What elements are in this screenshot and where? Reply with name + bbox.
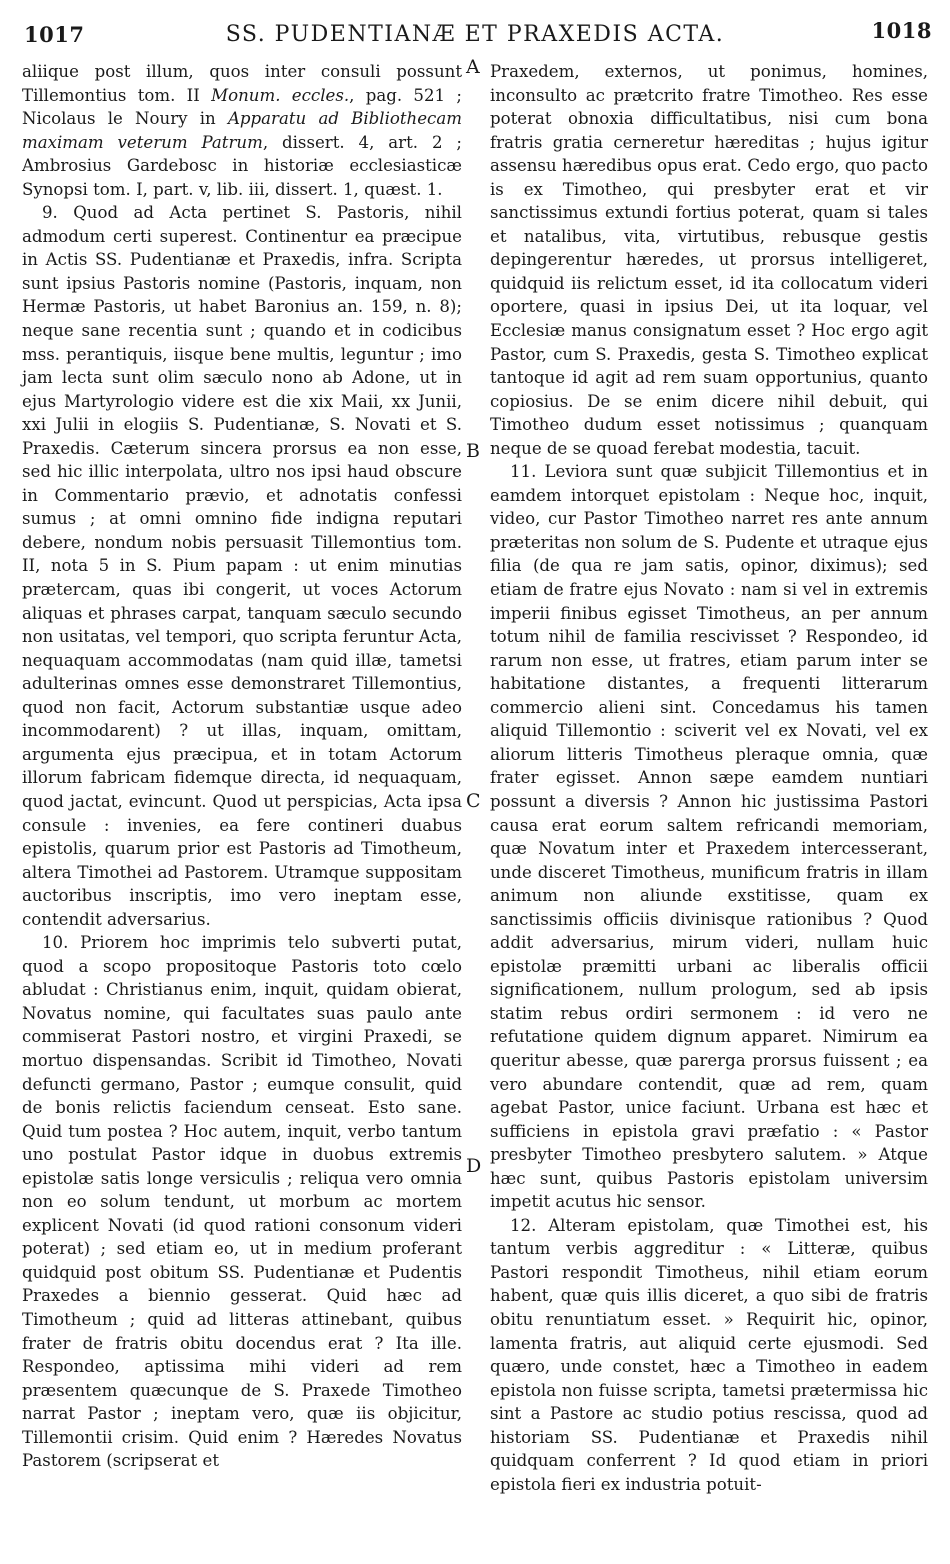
- paragraph-11: 11. Leviora sunt quæ subjicit Tillemontius et in eamdem intorquet epistolam : Neque hoc, inquit, video, cur Pastor Timotheo narret res ante annum præteritas non solum de S. Pudente et utraque ejus filia (de qua re jam satis, opinor, diximus); sed etiam de fratre ejus Novato : nam si vel in extremis imperii finibus egisset Timotheus, an per annum totum nihil de familia rescivisset ? Respondeo, id rarum non esse, ut fratres, etiam parum inter se habitatione distantes, a frequenti litterarum commercio alieni sint. Concedamus his tamen aliquid Tillemontio : sciverit vel ex Novati, vel ex aliorum litteris Timotheus pleraque omnia, quæ frater egisset. Annon sæpe eamdem nuntiari possunt a diversis ? Annon hic justissima Pastori causa erat eorum saltem refricandi memoriam, quæ Novatum inter et Praxedem intercesserant, unde disceret Timotheus, munificum fratris in illam animum non aliunde exstitisse, quam ex sanctissimis officiis divinisque rationibus ? Quod addit adversarius, mirum videri, nullam huic epistolæ præmitti urbani ac liberalis officii significationem, nullum prologum, sed ab ipsis statim rebus ordiri sermonem : id vero ne refutatione quidem dignum apparet. Nimirum ea queritur abesse, quæ parerga prorsus fuissent ; ea vero abundare contendit, quæ ad rem, quam agebat Pastor, unice faciunt. Urbana est hæc et sufficiens in epistola gravi præfatio : « Pastor presbyter Timotheo presbytero salutem. » Atque hæc sunt, quibus Pastoris epistolam universim impetit acutus hic sensor.: [490, 462, 928, 1212]
- paragraph-9: 9. Quod ad Acta pertinet S. Pastoris, nihil admodum certi superest. Continentur ea præcipue in Actis SS. Pudentianæ et Praxedis, infra. Scripta sunt ipsius Pastoris nomine (Pastoris, inquam, non Hermæ Pastoris, ut habet Baronius an. 159, n. 8); neque sane recentia sunt ; quando et in codicibus mss. perantiquis, iisque bene multis, leguntur ; imo jam lecta sunt olim sæculo nono ab Adone, ut in ejus Martyrologio videre est die xix Maii, xx Junii, xxi Julii in elogiis S. Pudentianæ, S. Novati et S. Praxedis. Cæterum sincera prorsus ea non esse, sed hic illic interpolata, ultro nos ipsi haud obscure in Commentario prævio, et adnotatis confessi sumus ; at omni omnino fide indigna reputari debere, nondum nobis persuasit Tillemontius tom. II, nota 5 in S. Pium papam : ut enim minutias prætercam, quas ibi congerit, ut voces Actorum aliquas et phrases carpat, tanquam sæculo secundo non usitatas, vel tempori, quo scripta feruntur Acta, nequaquam accommodatas (nam quid illæ, tametsi adulterinas omnes esse demonstraret Tillemontius, quod non facit, Actorum substantiæ usque adeo incommodarent) ? ut illas, inquam, omittam, argumenta ejus præcipua, et in totam Actorum illorum fabricam fidemque directa, id nequaquam, quod jactat, evincunt. Quod ut perspicias, Acta ipsa consule : invenies, ea fere contineri duabus epistolis, quarum prior est Pastoris ad Timotheum, altera Timothei ad Pastorem. Utramque suppositam auctoribus inscriptis, imo vero ineptam esse, contendit adversarius.: [22, 203, 462, 929]
- italic-title: Monum. eccles.: [211, 85, 350, 105]
- margin-marker-b: B: [466, 440, 480, 462]
- right-column: [490, 60, 928, 1496]
- page-number-left: 1017: [24, 22, 85, 47]
- margin-marker-d: D: [466, 1155, 482, 1177]
- paragraph-10: 10. Priorem hoc imprimis telo subverti putat, quod a scopo propositoque Pastoris toto cœlo abludat : Christianus enim, inquit, quidam obierat, Novatus nomine, qui facultates suas paulo ante commiserat Pastori nostro, et virgini Praxedi, se mortuo dispensandas. Scribit id Timotheo, Novati defuncti germano, Pastor ; eumque consulit, quid de bonis relictis faciendum censeat. Esto sane. Quid tum postea ? Hoc autem, inquit, verbo tantum uno postulat Pastor idque in duobus extremis epistolæ satis longe versiculis ; reliqua vero omnia non eo solum tendunt, ut morbum ac mortem explicent Novati (id quod rationi consonum videri poterat) ; sed etiam eo, ut in medium proferant quidquid post obitum SS. Pudentianæ et Pudentis Praxedes a biennio gesserat. Quid hæc ad Timotheum ; quid ad litteras attinebant, quibus frater de fratris obitu docendus erat ? Ita ille. Respondeo, aptissima mihi videri ad rem præsentem quæcunque de S. Praxede Timotheo narrat Pastor ; ineptam vero, quæ iis objicitur, Tillemontii crisim. Quid enim ? Hæredes Novatus Pastorem (scripserat et: [22, 933, 462, 1471]
- text-run: , pag. 521 ; Nicolaus le Noury in: [22, 85, 462, 129]
- paragraph-continuation: Praxedem, externos, ut ponimus, homines, inconsulto ac prætcrito fratre Timotheo. Res esse poterat obnoxia difficultatibus, nisi cum bona fratris gratia cerneretur hæreditas ; hujus igitur assensu hæredibus opus erat. Cedo ergo, quo pacto is ex Timotheo, qui presbyter erat et vir sanctissimus extundi fortius poterat, quam si tales et natalibus, vita, virtutibus, rebusque gestis depingerentur hæredes, ut prorsus intelligeret, quidquid iis relictum esset, id ita collocatum videri oportere, quasi in ipsius Dei, ut ita loquar, vel Ecclesiæ manus consignatum esset ? Hoc ergo agit Pastor, cum S. Praxedis, gesta S. Timotheo explicat tantoque id agit ad rem suam opportunius, quanto copiosius. De se enim dicere nihil debuit, qui Timotheo dudum esset notissimus ; quanquam neque de se quoad ferebat modestia, tacuit.: [490, 62, 928, 458]
- running-header: [0, 18, 950, 52]
- text-run: aliique post illum, quos inter consuli possunt Tillemontius tom. II: [22, 62, 462, 105]
- left-column: [22, 60, 462, 1473]
- margin-marker-c: C: [466, 790, 481, 812]
- paragraph-continuation: [22, 60, 462, 201]
- running-title: SS. PUDENTIANÆ ET PRAXEDIS ACTA.: [225, 22, 725, 47]
- italic-title: Apparatu ad Bibliothecam maximam veterum Patrum: [22, 109, 462, 152]
- margin-marker-a: A: [466, 56, 480, 78]
- text-run: , dissert. 4, art. 2 ; Ambrosius Gardebosc in historiæ ecclesiasticæ Synopsi tom. I, part. v, lib. iii, dissert. 1, quæst. 1.: [22, 132, 462, 199]
- page-number-right: 1018: [871, 18, 932, 43]
- paragraph-12: 12. Alteram epistolam, quæ Timothei est, his tantum verbis aggreditur : « Litteræ, quibus Pastori respondit Timotheus, nihil etiam eorum habent, quæ quis illis diceret, a quo sibi de fratris obitu renuntiatum esset. » Requirit hic, opinor, lamenta fratris, aut aliquid certe ejusmodi. Sed quæro, unde constet, hæc a Timotheo in eadem epistola non fuisse scripta, tametsi prætermissa hic sint a Pastore ac studio potius rescissa, quod ad historiam SS. Pudentianæ et Praxedis nihil quidquam conferrent ? Id quod etiam in priori epistola fieri ex industria potuit-: [490, 1215, 928, 1494]
